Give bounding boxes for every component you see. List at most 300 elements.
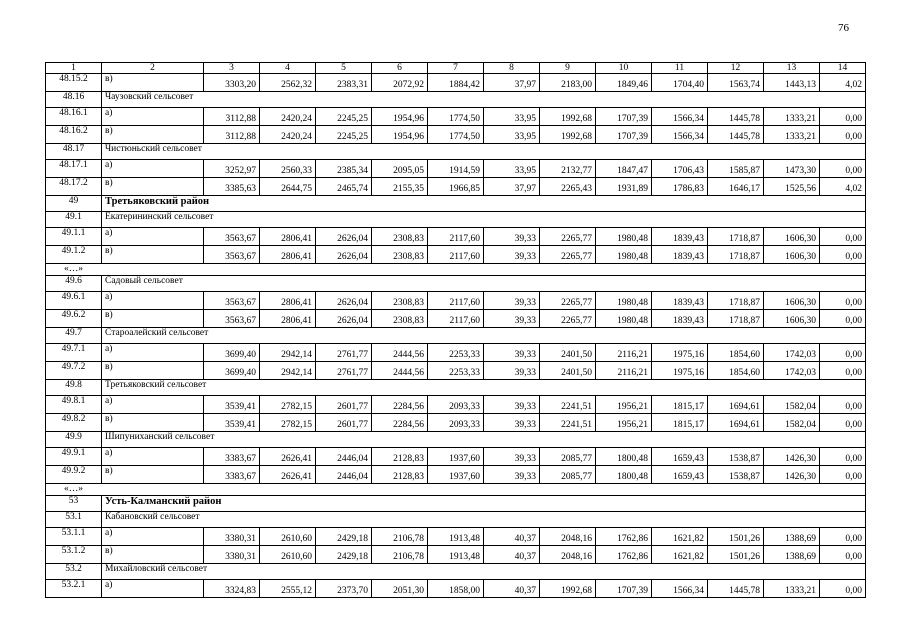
column-header: 5 <box>316 63 372 74</box>
table-row <box>46 362 866 380</box>
table-cell: 2626,04 <box>316 228 372 246</box>
table-cell: 1563,74 <box>708 74 764 92</box>
council-row <box>46 512 866 528</box>
table-cell: 3303,20 <box>204 74 260 92</box>
table-cell: 2560,33 <box>260 160 316 178</box>
row-code: 49.7.1 <box>46 344 102 362</box>
council-name: Екатерининский сельсовет <box>102 212 866 228</box>
table-cell: 1606,30 <box>764 292 820 310</box>
table-cell: 3563,67 <box>204 292 260 310</box>
column-header: 4 <box>260 63 316 74</box>
table-cell: 2085,77 <box>540 466 596 484</box>
table-cell: 1774,50 <box>428 108 484 126</box>
table-cell: 1966,85 <box>428 178 484 196</box>
table-cell: 2106,78 <box>372 546 428 564</box>
table-cell: 0,00 <box>820 414 866 432</box>
table-cell: 2465,74 <box>316 178 372 196</box>
table-cell: 2761,77 <box>316 362 372 380</box>
row-label: а) <box>102 344 204 362</box>
table-cell: 3383,67 <box>204 448 260 466</box>
row-code: 49.6.2 <box>46 310 102 328</box>
table-row <box>46 580 866 598</box>
table-cell: 2116,21 <box>596 344 652 362</box>
table-cell: 2401,50 <box>540 362 596 380</box>
table-cell: 1956,21 <box>596 396 652 414</box>
table-cell: 2051,30 <box>372 580 428 598</box>
table-cell: 3324,83 <box>204 580 260 598</box>
table-cell: 2308,83 <box>372 310 428 328</box>
table-cell: 1839,43 <box>652 228 708 246</box>
row-code: 49.8 <box>46 380 102 396</box>
table-cell: 2245,25 <box>316 126 372 144</box>
row-label: а) <box>102 396 204 414</box>
table-cell: 3112,88 <box>204 126 260 144</box>
table-cell: 3539,41 <box>204 396 260 414</box>
table-cell: 39,33 <box>484 310 540 328</box>
table-cell: 2308,83 <box>372 292 428 310</box>
row-label: а) <box>102 292 204 310</box>
table-cell: 2444,56 <box>372 344 428 362</box>
table-cell: 2128,83 <box>372 466 428 484</box>
table-cell: 1582,04 <box>764 414 820 432</box>
table-cell: 2644,75 <box>260 178 316 196</box>
table-cell: 2048,16 <box>540 546 596 564</box>
table-cell: 2806,41 <box>260 292 316 310</box>
row-code: 48.17 <box>46 144 102 160</box>
row-code: 48.16 <box>46 92 102 108</box>
table-cell: 2245,25 <box>316 108 372 126</box>
table-cell: 2806,41 <box>260 228 316 246</box>
table-cell: 2385,34 <box>316 160 372 178</box>
table-cell: 1992,68 <box>540 108 596 126</box>
table-cell: 2128,83 <box>372 448 428 466</box>
table-cell: 2446,04 <box>316 466 372 484</box>
table-cell: 2308,83 <box>372 228 428 246</box>
column-header: 9 <box>540 63 596 74</box>
table-cell: 0,00 <box>820 580 866 598</box>
table-cell: 1646,17 <box>708 178 764 196</box>
row-code: 49.6 <box>46 276 102 292</box>
row-label: в) <box>102 178 204 196</box>
row-code: 48.15.2 <box>46 74 102 92</box>
table-cell: 1742,03 <box>764 362 820 380</box>
table-cell: 2782,15 <box>260 414 316 432</box>
table-cell: 1333,21 <box>764 108 820 126</box>
table-cell: 1473,30 <box>764 160 820 178</box>
column-header: 2 <box>102 63 204 74</box>
table-cell: 1566,34 <box>652 580 708 598</box>
row-code: 48.16.1 <box>46 108 102 126</box>
table-cell: 1585,87 <box>708 160 764 178</box>
table-cell: 1426,30 <box>764 466 820 484</box>
table-cell: 1707,39 <box>596 126 652 144</box>
table-cell: 1606,30 <box>764 310 820 328</box>
table-cell: 2253,33 <box>428 344 484 362</box>
column-header: 10 <box>596 63 652 74</box>
table-cell: 1388,69 <box>764 528 820 546</box>
table-cell: 3563,67 <box>204 228 260 246</box>
district-name: Третьяковский район <box>102 196 866 212</box>
table-cell: 3112,88 <box>204 108 260 126</box>
council-name: Староалейский сельсовет <box>102 328 866 344</box>
row-code: 49.7 <box>46 328 102 344</box>
table-cell: 2401,50 <box>540 344 596 362</box>
row-code: 49.6.1 <box>46 292 102 310</box>
row-code: 48.16.2 <box>46 126 102 144</box>
table-cell: 2093,33 <box>428 414 484 432</box>
council-name: Садовый сельсовет <box>102 276 866 292</box>
table-cell: 1849,46 <box>596 74 652 92</box>
table-cell: 40,37 <box>484 546 540 564</box>
table-cell: 2562,32 <box>260 74 316 92</box>
council-row <box>46 564 866 580</box>
omitted-rows-marker <box>46 264 866 276</box>
table-cell: 2284,56 <box>372 414 428 432</box>
column-header: 12 <box>708 63 764 74</box>
table-cell: 1501,26 <box>708 528 764 546</box>
column-header: 11 <box>652 63 708 74</box>
table-cell: 37,97 <box>484 178 540 196</box>
table-row <box>46 466 866 484</box>
table-cell: 3699,40 <box>204 362 260 380</box>
table-cell: 1774,50 <box>428 126 484 144</box>
table-cell: 3252,97 <box>204 160 260 178</box>
table-cell: 2183,00 <box>540 74 596 92</box>
column-header: 14 <box>820 63 866 74</box>
table-cell: 1884,42 <box>428 74 484 92</box>
table-cell: 39,33 <box>484 414 540 432</box>
table-cell: 1621,82 <box>652 528 708 546</box>
page-number: 76 <box>838 22 849 34</box>
table-cell: 2116,21 <box>596 362 652 380</box>
row-label: в) <box>102 126 204 144</box>
table-cell: 39,33 <box>484 396 540 414</box>
council-name: Чаузовский сельсовет <box>102 92 866 108</box>
row-code: 53.1.1 <box>46 528 102 546</box>
row-label: а) <box>102 160 204 178</box>
table-cell: 0,00 <box>820 292 866 310</box>
table-cell: 1854,60 <box>708 344 764 362</box>
table-cell: 3385,63 <box>204 178 260 196</box>
table-cell: 1975,16 <box>652 344 708 362</box>
table-cell: 39,33 <box>484 344 540 362</box>
table-cell: 0,00 <box>820 160 866 178</box>
row-label: а) <box>102 108 204 126</box>
row-label: в) <box>102 466 204 484</box>
table-cell: 1606,30 <box>764 228 820 246</box>
row-code: 53.1 <box>46 512 102 528</box>
table-cell: 1566,34 <box>652 108 708 126</box>
table-cell: 3563,67 <box>204 246 260 264</box>
table-cell: 2444,56 <box>372 362 428 380</box>
table-cell: 2429,18 <box>316 546 372 564</box>
table-cell: 1426,30 <box>764 448 820 466</box>
council-row <box>46 144 866 160</box>
table-cell: 1937,60 <box>428 448 484 466</box>
row-code: 48.17.2 <box>46 178 102 196</box>
table-cell: 3563,67 <box>204 310 260 328</box>
table-cell: 2241,51 <box>540 396 596 414</box>
tariff-table <box>45 62 866 598</box>
column-header: 13 <box>764 63 820 74</box>
table-cell: 0,00 <box>820 344 866 362</box>
table-cell: 1388,69 <box>764 546 820 564</box>
table-cell: 1762,86 <box>596 546 652 564</box>
table-row <box>46 448 866 466</box>
table-cell: 33,95 <box>484 160 540 178</box>
table-cell: 2626,04 <box>316 292 372 310</box>
table-cell: 1913,48 <box>428 546 484 564</box>
table-cell: 0,00 <box>820 246 866 264</box>
table-cell: 1694,61 <box>708 396 764 414</box>
row-label: а) <box>102 528 204 546</box>
table-cell: 33,95 <box>484 108 540 126</box>
table-cell: 1954,96 <box>372 108 428 126</box>
table-cell: 2155,35 <box>372 178 428 196</box>
table-cell: 2610,60 <box>260 546 316 564</box>
table-row <box>46 108 866 126</box>
table-cell: 1718,87 <box>708 292 764 310</box>
table-row <box>46 160 866 178</box>
table-cell: 2095,05 <box>372 160 428 178</box>
table-cell: 1694,61 <box>708 414 764 432</box>
table-cell: 1718,87 <box>708 246 764 264</box>
table-cell: 3380,31 <box>204 546 260 564</box>
table-row <box>46 396 866 414</box>
column-header: 1 <box>46 63 102 74</box>
table-row <box>46 292 866 310</box>
council-name: Третьяковский сельсовет <box>102 380 866 396</box>
table-cell: 3699,40 <box>204 344 260 362</box>
table-cell: 39,33 <box>484 362 540 380</box>
table-cell: 1333,21 <box>764 580 820 598</box>
table-cell: 1937,60 <box>428 466 484 484</box>
table-cell: 1606,30 <box>764 246 820 264</box>
table-cell: 2429,18 <box>316 528 372 546</box>
table-cell: 1956,21 <box>596 414 652 432</box>
table-cell: 39,33 <box>484 448 540 466</box>
table-cell: 2601,77 <box>316 396 372 414</box>
row-label: в) <box>102 362 204 380</box>
table-cell: 1800,48 <box>596 466 652 484</box>
table-cell: 1858,00 <box>428 580 484 598</box>
table-cell: 2085,77 <box>540 448 596 466</box>
table-cell: 1718,87 <box>708 228 764 246</box>
table-cell: 1707,39 <box>596 580 652 598</box>
table-cell: 0,00 <box>820 466 866 484</box>
table-cell: 39,33 <box>484 466 540 484</box>
table-cell: 40,37 <box>484 528 540 546</box>
council-row <box>46 380 866 396</box>
council-row <box>46 212 866 228</box>
table-cell: 1854,60 <box>708 362 764 380</box>
table-cell: 4,02 <box>820 74 866 92</box>
row-label: а) <box>102 228 204 246</box>
council-row <box>46 432 866 448</box>
table-cell: 1839,43 <box>652 310 708 328</box>
table-cell: 1621,82 <box>652 546 708 564</box>
table-cell: 1762,86 <box>596 528 652 546</box>
table-cell: 39,33 <box>484 228 540 246</box>
table-cell: 1659,43 <box>652 448 708 466</box>
council-name: Шипуниханский сельсовет <box>102 432 866 448</box>
council-row <box>46 276 866 292</box>
table-cell: 2117,60 <box>428 228 484 246</box>
table-cell: 2265,77 <box>540 292 596 310</box>
table-row <box>46 344 866 362</box>
table-cell: 2265,77 <box>540 228 596 246</box>
table-cell: 1980,48 <box>596 292 652 310</box>
table-cell: 2265,43 <box>540 178 596 196</box>
table-cell: 2117,60 <box>428 246 484 264</box>
council-name: Чистюньский сельсовет <box>102 144 866 160</box>
ellipsis-text: «…» <box>46 264 866 276</box>
table-cell: 1786,83 <box>652 178 708 196</box>
table-cell: 0,00 <box>820 228 866 246</box>
table-cell: 2284,56 <box>372 396 428 414</box>
table-cell: 1975,16 <box>652 362 708 380</box>
table-row <box>46 414 866 432</box>
column-header: 3 <box>204 63 260 74</box>
table-body <box>46 74 866 598</box>
table-cell: 2806,41 <box>260 246 316 264</box>
table-cell: 2420,24 <box>260 126 316 144</box>
table-cell: 3380,31 <box>204 528 260 546</box>
table-cell: 1445,78 <box>708 126 764 144</box>
row-code: 53.1.2 <box>46 546 102 564</box>
table-row <box>46 310 866 328</box>
table-cell: 2420,24 <box>260 108 316 126</box>
table-cell: 2048,16 <box>540 528 596 546</box>
table-cell: 1800,48 <box>596 448 652 466</box>
table-cell: 1706,43 <box>652 160 708 178</box>
table-cell: 2253,33 <box>428 362 484 380</box>
table-cell: 1914,59 <box>428 160 484 178</box>
row-code: 49.7.2 <box>46 362 102 380</box>
row-label: в) <box>102 310 204 328</box>
row-label: в) <box>102 414 204 432</box>
table-cell: 1913,48 <box>428 528 484 546</box>
table-cell: 2782,15 <box>260 396 316 414</box>
omitted-rows-marker <box>46 484 866 496</box>
row-code: 53 <box>46 496 102 512</box>
council-row <box>46 328 866 344</box>
ellipsis-text: «…» <box>46 484 866 496</box>
table-cell: 2117,60 <box>428 292 484 310</box>
table-cell: 2383,31 <box>316 74 372 92</box>
table-cell: 2106,78 <box>372 528 428 546</box>
row-code: 49.9 <box>46 432 102 448</box>
row-label: а) <box>102 448 204 466</box>
row-code: 48.17.1 <box>46 160 102 178</box>
table-cell: 3539,41 <box>204 414 260 432</box>
table-cell: 2806,41 <box>260 310 316 328</box>
column-header: 8 <box>484 63 540 74</box>
table-cell: 1980,48 <box>596 228 652 246</box>
table-row <box>46 126 866 144</box>
table-row <box>46 228 866 246</box>
table-cell: 1742,03 <box>764 344 820 362</box>
table-cell: 1707,39 <box>596 108 652 126</box>
header-row <box>46 63 866 74</box>
row-code: 49.8.1 <box>46 396 102 414</box>
table-cell: 1992,68 <box>540 580 596 598</box>
table-cell: 1718,87 <box>708 310 764 328</box>
row-code: 49.1.2 <box>46 246 102 264</box>
column-header: 7 <box>428 63 484 74</box>
table-cell: 37,97 <box>484 74 540 92</box>
table-cell: 0,00 <box>820 126 866 144</box>
table-cell: 2265,77 <box>540 310 596 328</box>
row-label: в) <box>102 74 204 92</box>
table-row <box>46 546 866 564</box>
row-code: 49.9.1 <box>46 448 102 466</box>
table-row <box>46 528 866 546</box>
table-row <box>46 178 866 196</box>
table-cell: 2942,14 <box>260 362 316 380</box>
table-cell: 2942,14 <box>260 344 316 362</box>
table-cell: 0,00 <box>820 546 866 564</box>
table-cell: 2555,12 <box>260 580 316 598</box>
table-cell: 1525,56 <box>764 178 820 196</box>
table-cell: 0,00 <box>820 528 866 546</box>
row-code: 49.1.1 <box>46 228 102 246</box>
table-cell: 2093,33 <box>428 396 484 414</box>
table-cell: 0,00 <box>820 310 866 328</box>
table-cell: 0,00 <box>820 448 866 466</box>
council-name: Михайловский сельсовет <box>102 564 866 580</box>
table-cell: 2132,77 <box>540 160 596 178</box>
row-code: 53.2.1 <box>46 580 102 598</box>
table-cell: 2761,77 <box>316 344 372 362</box>
table-cell: 1847,47 <box>596 160 652 178</box>
table-cell: 3383,67 <box>204 466 260 484</box>
table-cell: 0,00 <box>820 108 866 126</box>
row-code: 49.8.2 <box>46 414 102 432</box>
table-cell: 4,02 <box>820 178 866 196</box>
table-cell: 2626,41 <box>260 448 316 466</box>
table-cell: 2265,77 <box>540 246 596 264</box>
table-cell: 1992,68 <box>540 126 596 144</box>
table-cell: 1980,48 <box>596 246 652 264</box>
table-cell: 39,33 <box>484 292 540 310</box>
table-cell: 2446,04 <box>316 448 372 466</box>
table-cell: 1839,43 <box>652 246 708 264</box>
table-cell: 1931,89 <box>596 178 652 196</box>
table-cell: 39,33 <box>484 246 540 264</box>
table-cell: 1815,17 <box>652 414 708 432</box>
table-cell: 1566,34 <box>652 126 708 144</box>
table-cell: 2626,41 <box>260 466 316 484</box>
table-cell: 1582,04 <box>764 396 820 414</box>
row-code: 49.9.2 <box>46 466 102 484</box>
table-row <box>46 74 866 92</box>
table-cell: 33,95 <box>484 126 540 144</box>
district-row <box>46 496 866 512</box>
table-cell: 0,00 <box>820 396 866 414</box>
table-cell: 2117,60 <box>428 310 484 328</box>
table-cell: 1815,17 <box>652 396 708 414</box>
table-cell: 2072,92 <box>372 74 428 92</box>
row-label: в) <box>102 546 204 564</box>
table-cell: 1501,26 <box>708 546 764 564</box>
table-cell: 2241,51 <box>540 414 596 432</box>
row-code: 49.1 <box>46 212 102 228</box>
table-cell: 2308,83 <box>372 246 428 264</box>
row-code: 53.2 <box>46 564 102 580</box>
council-row <box>46 92 866 108</box>
table-cell: 1538,87 <box>708 448 764 466</box>
